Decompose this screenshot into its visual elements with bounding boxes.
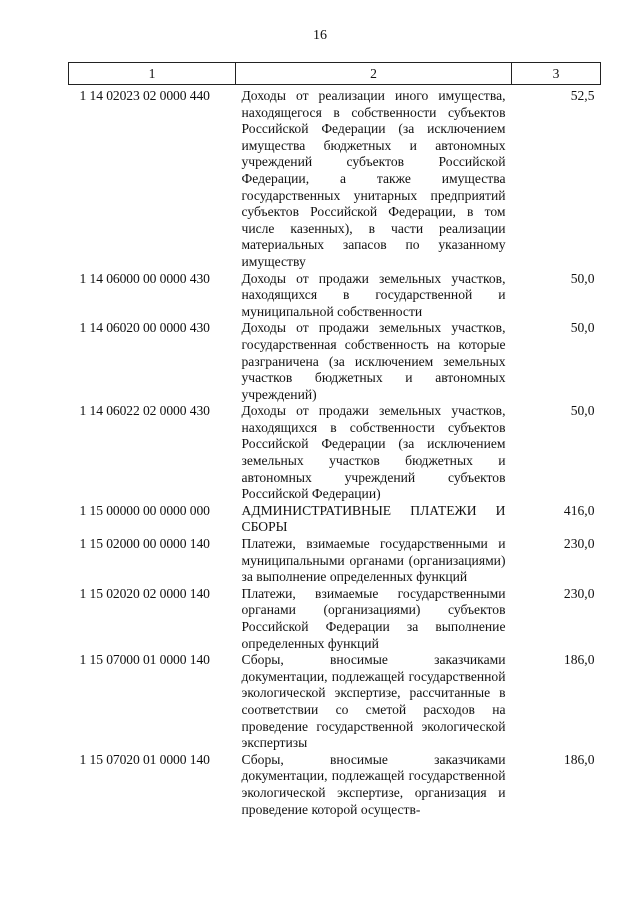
row-name: АДМИНИСТРАТИВНЫЕ ПЛАТЕЖИ И СБОРЫ xyxy=(241,502,506,535)
header-col-1: 1 xyxy=(69,63,236,85)
row-name: Доходы от продажи земельных участков, находящихся в собственности субъектов Российской Федерации (за исключением земельных участков бюджетных и автономных учреждений субъектов Российской Федерации) xyxy=(241,403,506,502)
header-col-2: 2 xyxy=(236,63,512,85)
row-name: Платежи, взимаемые государственными органами (организациями) субъектов Российской Федерации за выполнение определенных функций xyxy=(241,585,506,651)
row-name: Доходы от продажи земельных участков, находящихся в государственной и муниципальной собственности xyxy=(241,270,506,319)
row-code: 1 14 06000 00 0000 430 xyxy=(79,270,210,286)
table-body xyxy=(69,85,601,819)
row-code: 1 15 07020 01 0000 140 xyxy=(79,751,210,767)
table-row xyxy=(69,320,601,403)
table-row xyxy=(69,403,601,503)
table-row xyxy=(69,752,601,818)
row-code: 1 15 02000 00 0000 140 xyxy=(79,536,210,552)
row-amount: 230,0 xyxy=(563,536,595,552)
revenue-table xyxy=(68,62,601,818)
row-amount: 186,0 xyxy=(563,652,595,668)
row-code: 1 14 06020 00 0000 430 xyxy=(79,320,210,336)
table-row xyxy=(69,271,601,321)
table-row xyxy=(69,503,601,536)
table-row xyxy=(69,85,601,271)
row-name: Доходы от продажи земельных участков, государственная собственность на которые разграничена (за исключением земельных участков бюджетных и автономных учреждений) xyxy=(241,320,506,402)
row-code: 1 15 00000 00 0000 000 xyxy=(79,502,210,518)
table-header xyxy=(69,63,601,85)
row-amount: 50,0 xyxy=(570,320,595,336)
table-row xyxy=(69,652,601,752)
row-name: Доходы от реализации иного имущества, находящегося в собственности субъектов Российской Федерации (за исключением имущества бюджетных и автономных учреждений субъектов Российской Федерации, а также имущества государственных унитарных предприятий субъектов Российской Федерации, в том числе казенных), в части реализации материальных запасов по указанному имуществу xyxy=(241,88,506,269)
row-amount: 416,0 xyxy=(563,502,595,518)
row-name: Сборы, вносимые заказчиками документации, подлежащей государственной экологической экспертизе, организация и проведение которой осуществ- xyxy=(241,751,506,817)
row-code: 1 15 07000 01 0000 140 xyxy=(79,652,210,668)
table-row xyxy=(69,536,601,586)
header-row xyxy=(69,63,601,85)
row-amount: 186,0 xyxy=(563,751,595,767)
page-number: 16 xyxy=(313,28,327,43)
row-name: Платежи, взимаемые государственными и муниципальными органами (организациями) за выполнение определенных функций xyxy=(241,536,506,585)
row-amount: 50,0 xyxy=(570,403,595,419)
row-code: 1 14 02023 02 0000 440 xyxy=(79,88,210,103)
row-code: 1 14 06022 02 0000 430 xyxy=(79,403,210,419)
row-code: 1 15 02020 02 0000 140 xyxy=(79,585,210,601)
row-amount: 230,0 xyxy=(563,585,595,601)
header-col-3: 3 xyxy=(512,63,601,85)
table-row xyxy=(69,586,601,652)
row-amount: 52,5 xyxy=(570,88,595,103)
row-name: Сборы, вносимые заказчиками документации, подлежащей государственной экологической экспертизе, рассчитанные в соответствии со сметой расходов на проведение государственной экологической экспертизы xyxy=(241,652,506,751)
row-amount: 50,0 xyxy=(570,270,595,286)
